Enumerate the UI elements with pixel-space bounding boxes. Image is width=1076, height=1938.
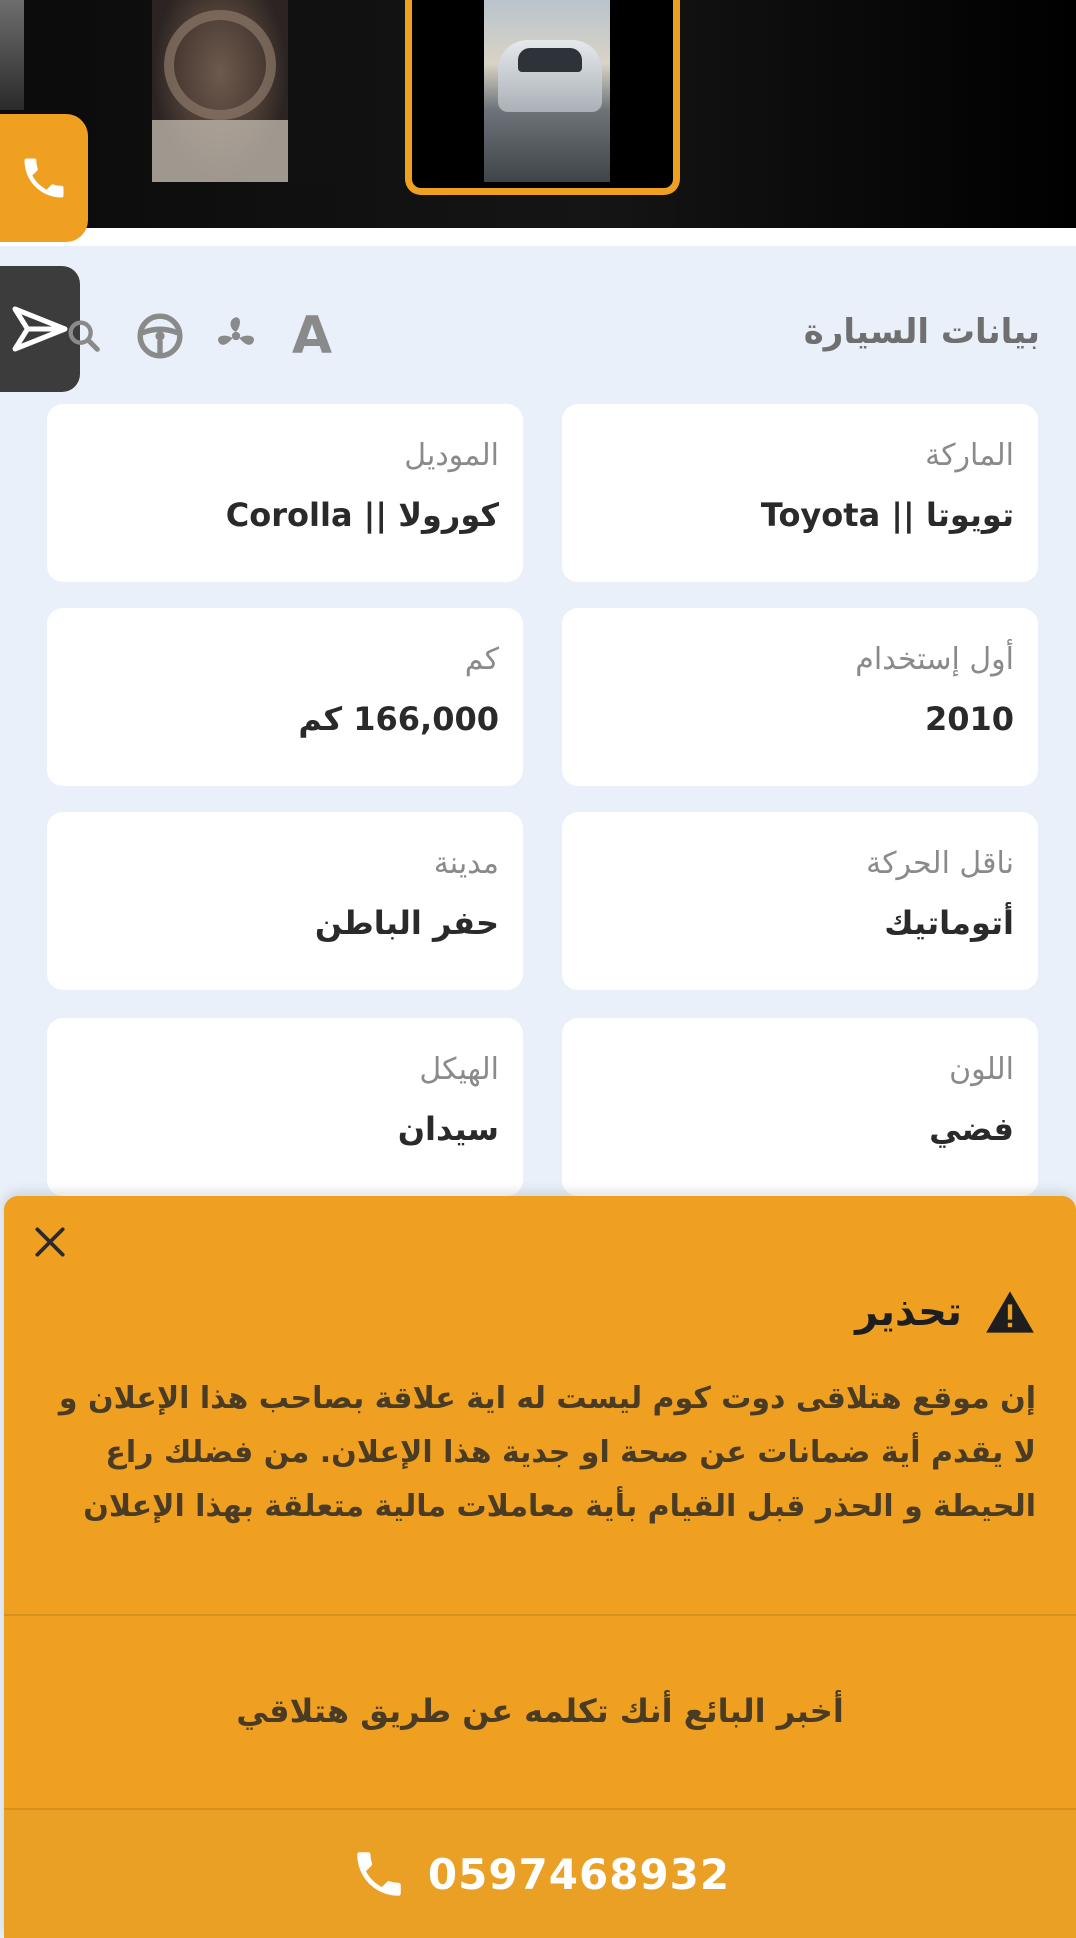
warning-message (56, 1372, 1036, 1534)
car-window-shape (518, 48, 582, 72)
spec-value: فضي (929, 1110, 1014, 1148)
phone-icon (18, 152, 70, 204)
spec-label: كم (464, 642, 499, 677)
spec-card-color (562, 1018, 1038, 1196)
spec-label: ناقل الحركة (866, 846, 1014, 881)
spec-value: 2010 (924, 700, 1014, 738)
photo-gallery[interactable] (0, 0, 1076, 228)
fan-icon (208, 308, 264, 364)
steering-wheel-icon (132, 308, 188, 364)
spec-value: كورولا || Corolla (225, 496, 499, 534)
spec-card-brand (562, 404, 1038, 582)
spec-label: مدينة (433, 846, 499, 881)
spec-value: أتوماتيك (884, 904, 1014, 942)
phone-number: 0597468932 (427, 1849, 731, 1899)
gallery-thumbnail-padding (288, 0, 344, 182)
gallery-thumbnail-interior[interactable] (152, 0, 288, 182)
dashboard-gauge-image (164, 10, 276, 120)
spec-value: سيدان (397, 1110, 499, 1148)
letter-a-glyph: A (291, 306, 333, 366)
spec-value: حفر الباطن (314, 904, 499, 942)
spec-card-city (47, 812, 523, 990)
call-floating-button[interactable] (0, 114, 88, 242)
spec-icons-row (56, 308, 340, 364)
warning-triangle-icon (984, 1289, 1036, 1335)
spec-card-first-use (562, 608, 1038, 786)
spec-label: الهيكل (419, 1052, 499, 1087)
gallery-separator (0, 228, 1076, 246)
spec-card-model (47, 404, 523, 582)
search-icon (56, 308, 112, 364)
spec-label: الموديل (404, 438, 499, 473)
warning-sheet (4, 1196, 1076, 1938)
spec-value: تويوتا || Toyota (760, 496, 1014, 534)
warning-line: الحيطة و الحذر قبل القيام بأية معاملات مالية متعلقة بهذا الإعلان (83, 1489, 1036, 1524)
close-icon (31, 1223, 69, 1261)
spec-label: الماركة (925, 438, 1014, 473)
font-letter-icon (284, 308, 340, 364)
call-seller-button[interactable] (4, 1808, 1076, 1938)
section-title: بيانات السيارة (803, 312, 1040, 352)
warning-title: تحذير (855, 1289, 962, 1335)
warning-line: إن موقع هتلاقى دوت كوم ليست له اية علاقة بصاحب هذا الإعلان و (58, 1381, 1036, 1416)
spec-label: اللون (949, 1052, 1014, 1087)
spec-label: أول إستخدام (855, 642, 1014, 677)
phone-icon (350, 1845, 408, 1903)
warning-line: لا يقدم أية ضمانات عن صحة او جدية هذا الإعلان. من فضلك راع (105, 1435, 1036, 1470)
gallery-thumbnail-selected[interactable] (405, 0, 680, 195)
spec-card-body (47, 1018, 523, 1196)
car-data-header (0, 300, 1076, 370)
close-button[interactable] (22, 1214, 78, 1270)
dashboard-lower-image (152, 120, 288, 182)
spec-card-mileage (47, 608, 523, 786)
gallery-thumbnail-partial[interactable] (0, 0, 24, 110)
spec-card-transmission (562, 812, 1038, 990)
tell-seller-note: أخبر البائع أنك تكلمه عن طريق هتلاقي (236, 1692, 844, 1730)
warning-header (855, 1280, 1036, 1344)
spec-value: 166,000 كم (298, 700, 499, 738)
car-exterior-image (484, 0, 610, 182)
